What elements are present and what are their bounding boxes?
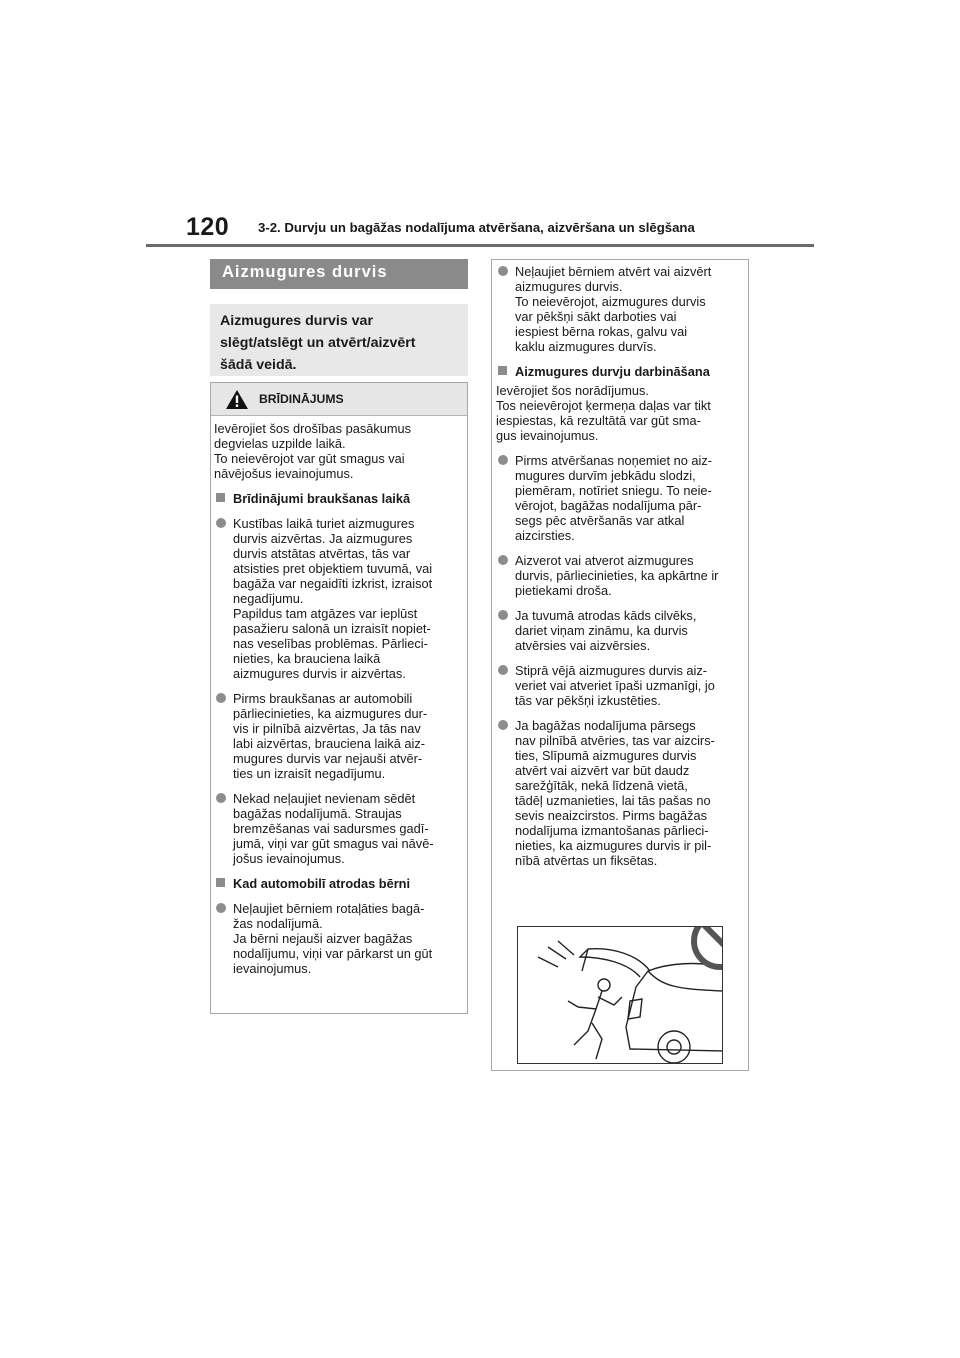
bullet-dot-icon [498, 610, 508, 620]
bullet-item: Neļaujiet bērniem rotaļāties bagā- žas nodalījumā. Ja bērni nejauši aizver bagāžas nodalījumu, viņi var pārkarst un gūt ievainojumus. [214, 901, 464, 976]
bullet-dot-icon [216, 903, 226, 913]
bullet-dot-icon [216, 793, 226, 803]
bullet-item: Nekad neļaujiet nevienam sēdēt bagāžas nodalījumā. Straujas bremzēšanas vai sadursmes gadī- jumā, viņi var gūt smagus vai nāvē- jošus ievainojumus. [214, 791, 464, 866]
operation-paragraph: Ievērojiet šos norādījumus. Tos neievērojot ķermeņa daļas var tikt iespiestas, kā rezultātā var gūt sma- gus ievainojumus. [496, 383, 711, 443]
bullet-dot-icon [216, 693, 226, 703]
section-intro-box [210, 304, 468, 376]
square-bullet-icon [216, 878, 225, 887]
tailgate-drawing [518, 927, 723, 1064]
warning-triangle-icon [226, 390, 248, 409]
square-bullet-icon [498, 366, 507, 375]
page-number: 120 [186, 213, 230, 241]
warning-intro: Ievērojiet šos drošības pasākumus degvielas uzpilde laikā. To neievērojot var gūt smagus vai nāvējošus ievainojumus. [214, 421, 412, 481]
bullet-item: Ja tuvumā atrodas kāds cilvēks, dariet viņam zināmu, ka durvis atvērsies vai aizvērsies. [496, 608, 746, 653]
bullet-dot-icon [498, 266, 508, 276]
bullet-dot-icon [498, 720, 508, 730]
header-rule [146, 244, 814, 247]
subhead-driving-warnings: Brīdinājumi braukšanas laikā [214, 491, 464, 506]
section-banner: Aizmugures durvis [210, 259, 468, 289]
subhead-children-in-vehicle: Kad automobilī atrodas bērni [214, 876, 464, 891]
bullet-dot-icon [498, 665, 508, 675]
bullet-item: Stiprā vējā aizmugures durvis aiz- veriet vai atveriet īpaši uzmanīgi, jo tās var pēkšņi izkustēties. [496, 663, 746, 708]
bullet-item: Pirms braukšanas ar automobili pārliecinieties, ka aizmugures dur- vis ir pilnībā aizvērtas, Ja tās nav labi aizvērtas, brauciena laikā aiz- mugures durvis var nejauši atvēr- ties un izraisīt negadījumu. [214, 691, 464, 781]
tailgate-illustration [517, 926, 723, 1064]
section-intro-text: Aizmugures durvis var slēgt/atslēgt un atvērt/aizvērt šādā veidā. [220, 313, 416, 373]
warning-title: BRĪDINĀJUMS [259, 392, 344, 406]
bullet-dot-icon [498, 455, 508, 465]
bullet-item: Aizverot vai atverot aizmugures durvis, pārliecinieties, ka apkārtne ir pietiekami droša. [496, 553, 746, 598]
prohibited-icon [694, 927, 723, 967]
bullet-dot-icon [216, 518, 226, 528]
warning-content [214, 421, 464, 976]
bullet-item: Pirms atvēršanas noņemiet no aiz- mugures durvīm jebkādu slodzi, piemēram, notīriet sniegu. To neie- vērojot, bagāžas nodalījuma pār- segs pēc atvēršanās var atkal aizcirsties. [496, 453, 746, 543]
warning-header [211, 383, 467, 416]
chapter-header-title: 3-2. Durvju un bagāžas nodalījuma atvēršana, aizvēršana un slēgšana [258, 220, 695, 235]
bullet-dot-icon [498, 555, 508, 565]
subhead-tailgate-operation: Aizmugures durvju darbināšana [496, 364, 746, 379]
right-content [496, 264, 746, 868]
bullet-item: Ja bagāžas nodalījuma pārsegs nav pilnībā atvēries, tas var aizcirs- ties, Slīpumā aizmugures durvis atvērt vai aizvērt var būt daudz sarežģītāk, nekā līdzenā vietā, tādēļ uzmanieties, lai tās pašas no sevis neaizcirstos. Pirms bagāžas nodalījuma izmantošanas pārlieci- nieties, ka aizmugures durvis ir pil- nībā atvērtas un fiksētas. [496, 718, 746, 868]
bullet-item: Kustības laikā turiet aizmugures durvis aizvērtas. Ja aizmugures durvis atstātas atvērtas, tās var atsisties pret objektiem tuvumā, vai bagāža var negaidīti izkrist, izraisot negadījumu. Papildus tam atgāzes var ieplūst pasažieru salonā un izraisīt nopiet- nas veselības problēmas. Pārlieci- nieties, ka brauciena laikā aizmugures durvis ir aizvērtas. [214, 516, 464, 681]
square-bullet-icon [216, 493, 225, 502]
bullet-item: Neļaujiet bērniem atvērt vai aizvērt aizmugures durvis. To neievērojot, aizmugures durvis var pēkšņi sākt darboties vai iespiest bērna rokas, galvu vai kaklu aizmugures durvīs. [496, 264, 746, 354]
